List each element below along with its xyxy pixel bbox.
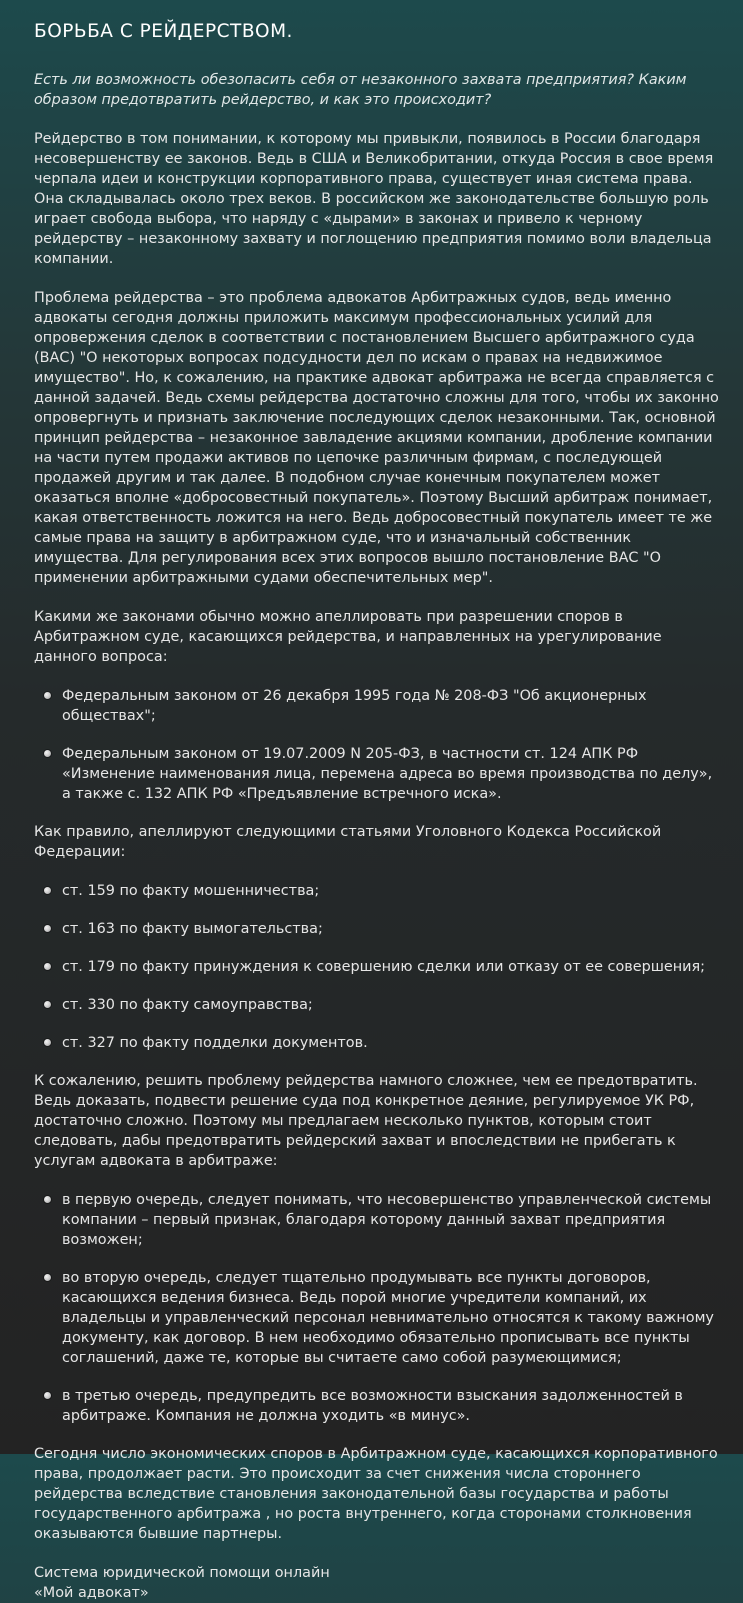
list-item: ст. 159 по факту мошенничества; <box>34 881 721 901</box>
list-item: в первую очередь, следует понимать, что несовершенство управленческой системы компании – первый признак, благодаря которому данный захват предприятия возможен; <box>34 1190 721 1250</box>
bullet-icon <box>44 692 51 699</box>
bullet-icon <box>44 887 51 894</box>
list-item: в третью очередь, предупредить все возможности взыскания задолженностей в арбитраже. Компания не должна уходить «в минус». <box>34 1386 721 1426</box>
paragraph-problem: Проблема рейдерства – это проблема адвокатов Арбитражных судов, ведь именно адвокаты сегодня должны приложить максимум профессиональных усилий для опровержения сделок в соответствии с постановлением Высшего арбитражного суда (ВАС) "О некоторых вопросах подсудности дел по искам о правах на недвижимое имущество". Но, к сожалению, на практике адвокат арбитража не всегда справляется с данной задачей. Ведь схемы рейдерства достаточно сложны для того, чтобы их законно опровергнуть и признать заключение последующих сделок незаконными. Так, основной принцип рейдерства – незаконное завладение акциями компании, дробление компании на части путем продажи активов по цепочке различным фирмам, с последующей продажей другим и так далее. В подобном случае конечным покупателем может оказаться вполне «добросовестный покупатель». Поэтому Высший арбитраж понимает, какая ответственность ложится на него. Ведь добросовестный покупатель имеет те же самые права на защиту в арбитражном суде, что и изначальный собственник имущества. Для регулирования всех этих вопросов вышло постановление ВАС "О применении арбитражными судами обеспечительных мер". <box>34 290 719 586</box>
bullet-icon <box>44 1392 51 1399</box>
laws-list <box>34 686 721 804</box>
bullet-icon <box>44 1274 51 1281</box>
list-item: ст. 179 по факту принуждения к совершению сделки или отказу от ее совершения; <box>34 957 721 977</box>
signature-line-1: Система юридической помощи онлайн <box>34 1565 330 1581</box>
bullet-icon <box>44 925 51 932</box>
page-title: БОРЬБА С РЕЙДЕРСТВОМ. <box>34 21 293 42</box>
paragraph-laws-intro: Какими же законами обычно можно апеллировать при разрешении споров в Арбитражном суде, касающихся рейдерства, и направленных на урегулирование данного вопроса: <box>34 609 662 665</box>
list-item: ст. 163 по факту вымогательства; <box>34 919 721 939</box>
bullet-icon <box>44 1001 51 1008</box>
bullet-icon <box>44 963 51 970</box>
signature <box>34 1563 721 1603</box>
criminal-articles-list <box>34 881 721 1053</box>
bullet-icon <box>44 750 51 757</box>
prevention-list <box>34 1190 721 1426</box>
paragraph-history: Рейдерство в том понимании, к которому мы привыкли, появилось в России благодаря несовершенству ее законов. Ведь в США и Великобритании, откуда Россия в свое время черпала идеи и конструкции корпоративного права, существует иная система права. Она складывалась около трех веков. В российском же законодательстве большую роль играет свобода выбора, что наряду с «дырами» в законах и привело к черному рейдерству – незаконному захвату и поглощению предприятия помимо воли владельца компании. <box>34 131 714 267</box>
list-item: Федеральным законом от 26 декабря 1995 года № 208-ФЗ "Об акционерных обществах"; <box>34 686 721 726</box>
bullet-icon <box>44 1196 51 1203</box>
paragraph-criminal-intro: Как правило, апеллируют следующими статьями Уголовного Кодекса Российской Федерации: <box>34 824 662 860</box>
list-item: ст. 327 по факту подделки документов. <box>34 1033 721 1053</box>
list-item: ст. 330 по факту самоуправства; <box>34 995 721 1015</box>
list-item: Федеральным законом от 19.07.2009 N 205-ФЗ, в частности ст. 124 АПК РФ «Изменение наименования лица, перемена адреса во время производства по делу», а также с. 132 АПК РФ «Предъявление встречного иска». <box>34 744 721 804</box>
signature-line-2: «Мой адвокат» <box>34 1585 149 1601</box>
bullet-icon <box>44 1039 51 1046</box>
intro-question: Есть ли возможность обезопасить себя от незаконного захвата предприятия? Каким образом предотвратить рейдерство, и как это происходит? <box>34 72 687 108</box>
paragraph-prevention-intro: К сожалению, решить проблему рейдерства намного сложнее, чем ее предотвратить. Ведь доказать, подвести решение суда под конкретное деяние, регулируемое УК РФ, достаточно сложно. Поэтому мы предлагаем несколько пунктов, которым стоит следовать, дабы предотвратить рейдерский захват и впоследствии не прибегать к услугам адвоката в арбитраже: <box>34 1073 698 1169</box>
list-item: во вторую очередь, следует тщательно продумывать все пункты договоров, касающихся ведения бизнеса. Ведь порой многие учредители компаний, их владельцы и управленческий персонал невнимательно относятся к такому важному документу, как договор. В нем необходимо обязательно прописывать все пункты соглашений, даже те, которые вы считаете само собой разумеющимися; <box>34 1268 721 1368</box>
paragraph-conclusion: Сегодня число экономических споров в Арбитражном суде, касающихся корпоративного права, продолжает расти. Это происходит за счет снижения числа стороннего рейдерства вследствие становления законодательной базы государства и работы государственного арбитража , но роста внутреннего, когда сторонами столкновения оказываются бывшие партнеры. <box>34 1446 718 1542</box>
